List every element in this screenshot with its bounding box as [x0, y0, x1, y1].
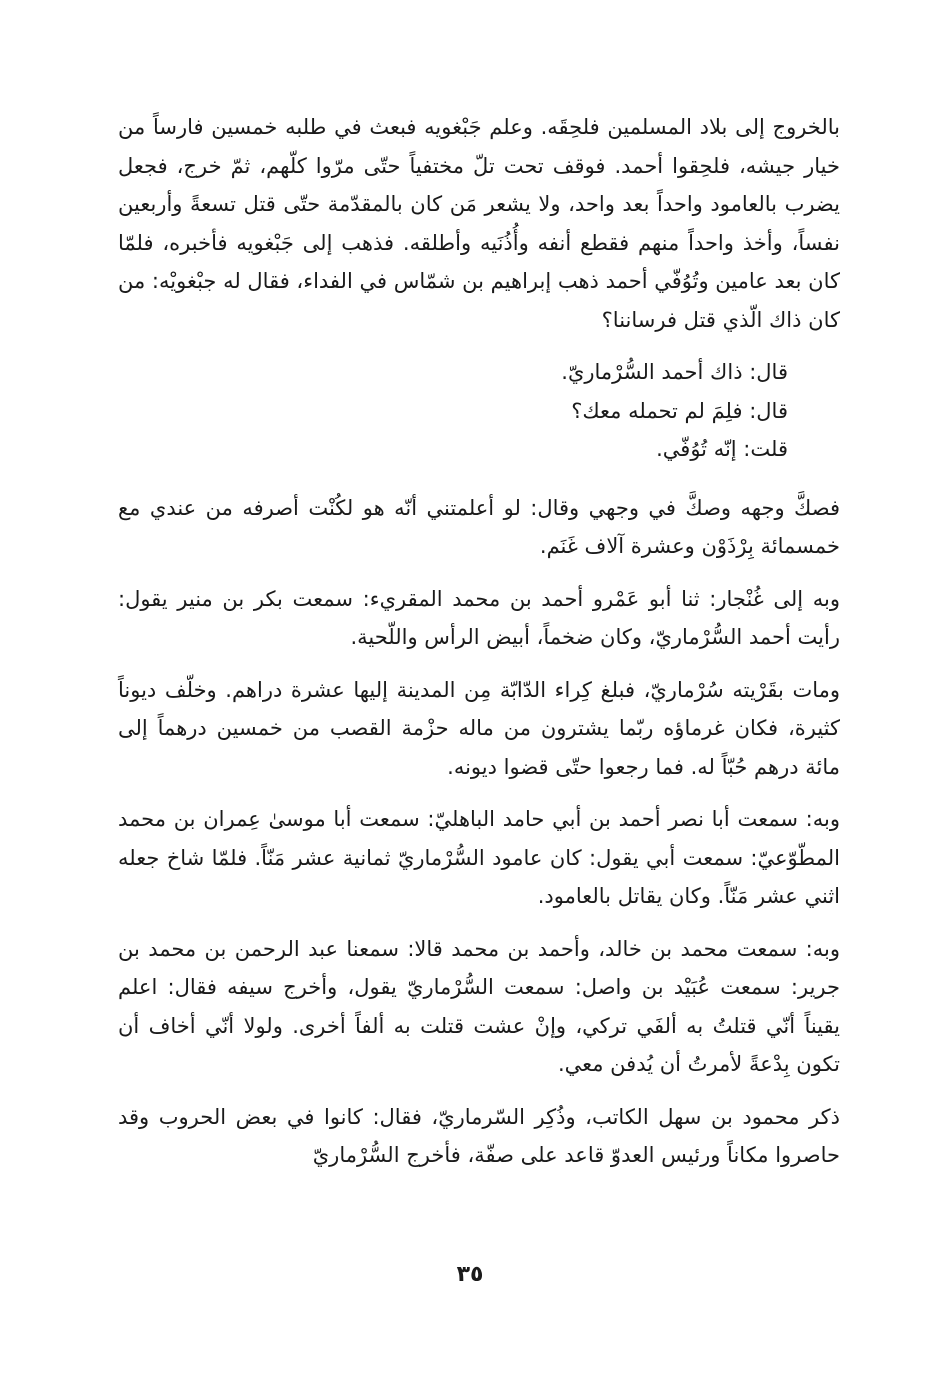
- dialog-line-1: قال: ذاك أحمد السُّرْماريّ.: [561, 360, 788, 384]
- dialog-block: [118, 353, 788, 469]
- paragraph-5: وبه: سمعت أبا نصر أحمد بن أبي حامد الباهليّ: سمعت أبا موسىٰ عِمران بن محمد المطّوّعيّ: سمعت أبي يقول: كان عامود السُّرْماريّ ثمانية عشر مَنّاً. فلمّا شاخ جعله اثني عشر مَنّاً. وكان يقاتل بالعامود.: [118, 807, 840, 908]
- paragraph-7: ذكر محمود بن سهل الكاتب، وذُكِر السّرماريّ، فقال: كانوا في بعض الحروب وقد حاصروا مكاناً ورئيس العدوّ قاعد على صفّة، فأخرج السُّرْماريّ: [118, 1104, 840, 1167]
- page-number: ٣٥: [456, 1262, 484, 1287]
- dialog-line-3: قلت: إنّه تُوُفّي.: [656, 437, 788, 461]
- paragraph-1: بالخروج إلى بلاد المسلمين فلحِقَه. وعلم جَبْغويه فبعث في طلبه خمسين فارساً من خيار جيشه، فلحِقوا أحمد. فوقف تحت تلّ مختفياً حتّى مرّوا كلّهم، ثمّ خرج، فجعل يضرب بالعامود واحداً بعد واحد، ولا يشعر مَن كان بالمقدّمة حتّى قتل تسعةً وأربعين نفساً، وأخذ واحداً منهم فقطع أنفه وأُذُنَيه وأطلقه. فذهب إلى جَبْغويه فأخبره، فلمّا كان بعد عامين وتُوُفّي أحمد ذهب إبراهيم بن شمّاس في الفداء، فقال له جبْغويْه: من كان ذاك الّذي قتل فرساننا؟: [118, 115, 840, 332]
- paragraph-6: وبه: سمعت محمد بن خالد، وأحمد بن محمد قالا: سمعنا عبد الرحمن بن محمد بن جرير: سمعت عُبَيْد بن واصل: سمعت السُّرْماريّ يقول، وأخرج سيفه فقال: اعلم يقيناً أنّي قتلتُ به ألفَي تركي، وإنْ عشت قتلت به ألفاً أخرى. ولولا أنّي أخاف أن تكون بِدْعةً لأمرتُ أن يُدفن معي.: [118, 936, 840, 1076]
- paragraph-3: وبه إلى غُنْجار: ثنا أبو عَمْرو أحمد بن محمد المقريء: سمعت بكر بن منير يقول: رأيت أحمد السُّرْماريّ، وكان ضخماً، أبيض الرأس واللّحية.: [118, 586, 840, 649]
- paragraph-4: ومات بقَرْيته سُرْماريّ، فبلغ كِراء الدّابّة مِن المدينة إليها عشرة دراهم. وخلّف ديوناً كثيرة، فكان غرماؤه ربّما يشترون من ماله حزْمة القصب من خمسين درهماً إلى مائة درهم حُبّاً له. فما رجعوا حتّى قضوا ديونه.: [118, 677, 840, 779]
- page-body: [118, 108, 840, 1189]
- dialog-line-2: قال: فلِمَ لم تحمله معك؟: [571, 398, 788, 423]
- paragraph-2: فصكَّ وجهه وصكَّ في وجهي وقال: لو أعلمتني أنّه هو لكُنْت أصرفه من عندي مع خمسمائة بِرْذَوْن وعشرة آلاف غَنَم.: [118, 495, 840, 558]
